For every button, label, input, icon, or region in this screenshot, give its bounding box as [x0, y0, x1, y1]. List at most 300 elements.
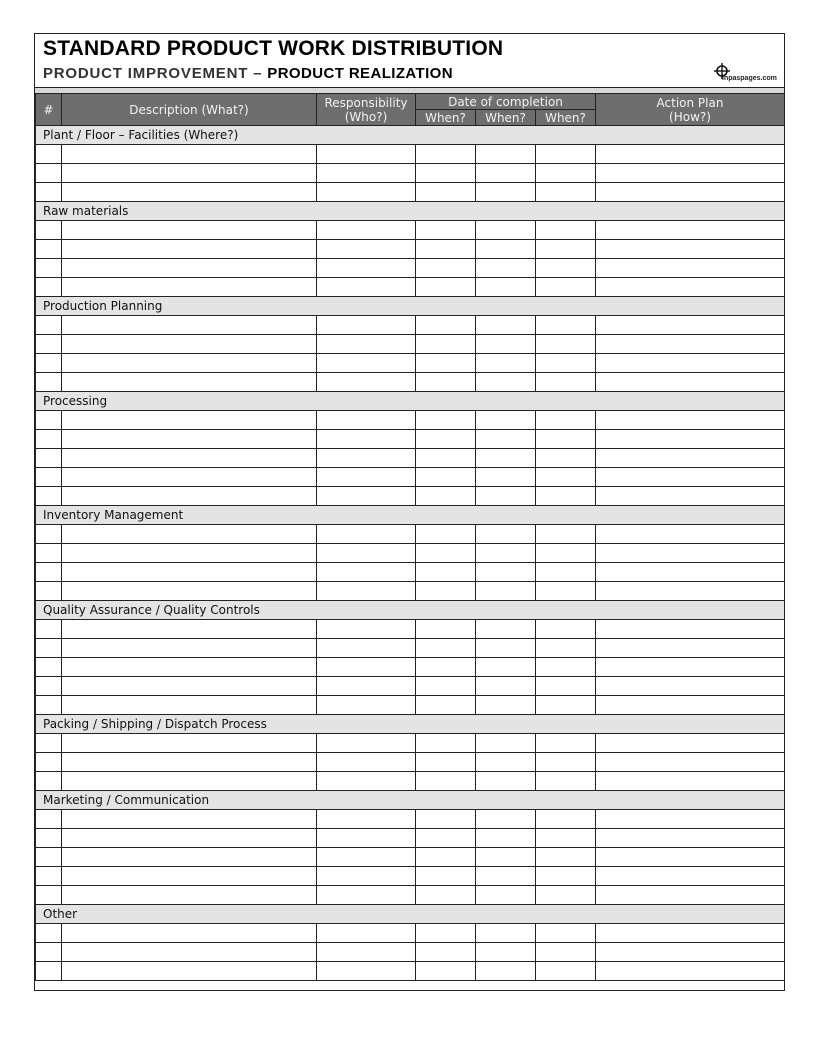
- cell-when-2[interactable]: [476, 487, 536, 506]
- cell-description[interactable]: [62, 183, 317, 202]
- cell-when-3[interactable]: [536, 316, 596, 335]
- table-row: [36, 449, 785, 468]
- cell-responsibility[interactable]: [317, 582, 416, 601]
- cell-when-2[interactable]: [476, 924, 536, 943]
- cell-when-1[interactable]: [416, 620, 476, 639]
- cell-when-3[interactable]: [536, 259, 596, 278]
- cell-number[interactable]: [36, 677, 62, 696]
- work-distribution-table: [35, 93, 785, 981]
- cell-when-2[interactable]: [476, 867, 536, 886]
- cell-when-1[interactable]: [416, 658, 476, 677]
- cell-description[interactable]: [62, 411, 317, 430]
- cell-description[interactable]: [62, 753, 317, 772]
- cell-number[interactable]: [36, 924, 62, 943]
- cell-when-2[interactable]: [476, 164, 536, 183]
- cell-responsibility[interactable]: [317, 354, 416, 373]
- cell-action-plan[interactable]: [596, 411, 785, 430]
- cell-number[interactable]: [36, 354, 62, 373]
- table-row: [36, 962, 785, 981]
- cell-when-1[interactable]: [416, 145, 476, 164]
- cell-responsibility[interactable]: [317, 183, 416, 202]
- cell-number[interactable]: [36, 886, 62, 905]
- cell-responsibility[interactable]: [317, 259, 416, 278]
- cell-responsibility[interactable]: [317, 487, 416, 506]
- cell-when-2[interactable]: [476, 354, 536, 373]
- col-header-number: #: [36, 94, 62, 126]
- cell-responsibility[interactable]: [317, 962, 416, 981]
- table-row: [36, 677, 785, 696]
- page-subtitle: [43, 65, 453, 82]
- cell-when-3[interactable]: [536, 221, 596, 240]
- cell-responsibility[interactable]: [317, 240, 416, 259]
- cell-description[interactable]: [62, 145, 317, 164]
- cell-responsibility[interactable]: [317, 430, 416, 449]
- cell-action-plan[interactable]: [596, 221, 785, 240]
- cell-when-3[interactable]: [536, 525, 596, 544]
- cell-description[interactable]: [62, 943, 317, 962]
- cell-when-1[interactable]: [416, 753, 476, 772]
- logo-text: inpaspages.com: [722, 75, 777, 82]
- cell-number[interactable]: [36, 468, 62, 487]
- cell-description[interactable]: [62, 734, 317, 753]
- cell-when-1[interactable]: [416, 468, 476, 487]
- cell-when-1[interactable]: [416, 335, 476, 354]
- cell-description[interactable]: [62, 696, 317, 715]
- cell-number[interactable]: [36, 487, 62, 506]
- cell-responsibility[interactable]: [317, 335, 416, 354]
- cell-description[interactable]: [62, 563, 317, 582]
- table-row: [36, 373, 785, 392]
- cell-action-plan[interactable]: [596, 525, 785, 544]
- cell-number[interactable]: [36, 240, 62, 259]
- cell-description[interactable]: [62, 354, 317, 373]
- cell-when-2[interactable]: [476, 943, 536, 962]
- cell-when-2[interactable]: [476, 696, 536, 715]
- cell-when-1[interactable]: [416, 639, 476, 658]
- cell-description[interactable]: [62, 278, 317, 297]
- cell-when-1[interactable]: [416, 867, 476, 886]
- cell-when-2[interactable]: [476, 449, 536, 468]
- section-header-row: [36, 297, 785, 316]
- cell-when-1[interactable]: [416, 373, 476, 392]
- cell-action-plan[interactable]: [596, 354, 785, 373]
- table-row: [36, 563, 785, 582]
- cell-when-1[interactable]: [416, 734, 476, 753]
- subtitle-prefix: PRODUCT IMPROVEMENT –: [43, 65, 268, 82]
- cell-action-plan[interactable]: [596, 639, 785, 658]
- cell-when-2[interactable]: [476, 620, 536, 639]
- cell-description[interactable]: [62, 449, 317, 468]
- cell-responsibility[interactable]: [317, 677, 416, 696]
- cell-action-plan[interactable]: [596, 335, 785, 354]
- cell-when-3[interactable]: [536, 772, 596, 791]
- cell-description[interactable]: [62, 259, 317, 278]
- cell-description[interactable]: [62, 487, 317, 506]
- cell-number[interactable]: [36, 335, 62, 354]
- cell-when-3[interactable]: [536, 810, 596, 829]
- cell-action-plan[interactable]: [596, 544, 785, 563]
- cell-when-2[interactable]: [476, 411, 536, 430]
- table-row: [36, 867, 785, 886]
- cell-description[interactable]: [62, 221, 317, 240]
- cell-when-1[interactable]: [416, 886, 476, 905]
- cell-when-1[interactable]: [416, 582, 476, 601]
- cell-description[interactable]: [62, 962, 317, 981]
- cell-when-2[interactable]: [476, 525, 536, 544]
- cell-action-plan[interactable]: [596, 677, 785, 696]
- cell-number[interactable]: [36, 430, 62, 449]
- cell-number[interactable]: [36, 848, 62, 867]
- cell-action-plan[interactable]: [596, 829, 785, 848]
- cell-when-2[interactable]: [476, 430, 536, 449]
- cell-when-1[interactable]: [416, 449, 476, 468]
- cell-when-3[interactable]: [536, 924, 596, 943]
- cell-action-plan[interactable]: [596, 449, 785, 468]
- cell-responsibility[interactable]: [317, 753, 416, 772]
- section-header-row: [36, 126, 785, 145]
- table-row: [36, 335, 785, 354]
- table-row: [36, 411, 785, 430]
- cell-responsibility[interactable]: [317, 848, 416, 867]
- cell-responsibility[interactable]: [317, 924, 416, 943]
- cell-when-1[interactable]: [416, 677, 476, 696]
- cell-when-2[interactable]: [476, 183, 536, 202]
- cell-when-2[interactable]: [476, 468, 536, 487]
- cell-when-3[interactable]: [536, 487, 596, 506]
- cell-description[interactable]: [62, 544, 317, 563]
- cell-when-3[interactable]: [536, 867, 596, 886]
- cell-when-1[interactable]: [416, 848, 476, 867]
- cell-when-3[interactable]: [536, 563, 596, 582]
- cell-description[interactable]: [62, 164, 317, 183]
- cell-when-2[interactable]: [476, 544, 536, 563]
- cell-when-1[interactable]: [416, 563, 476, 582]
- table-row: [36, 259, 785, 278]
- cell-number[interactable]: [36, 658, 62, 677]
- cell-when-1[interactable]: [416, 943, 476, 962]
- table-row: [36, 525, 785, 544]
- cell-when-3[interactable]: [536, 829, 596, 848]
- cell-description[interactable]: [62, 525, 317, 544]
- cell-responsibility[interactable]: [317, 810, 416, 829]
- cell-number[interactable]: [36, 753, 62, 772]
- cell-when-2[interactable]: [476, 259, 536, 278]
- cell-when-3[interactable]: [536, 734, 596, 753]
- subtitle-suffix: PRODUCT REALIZATION: [267, 65, 453, 82]
- cell-when-1[interactable]: [416, 962, 476, 981]
- action-line1: Action Plan: [656, 95, 724, 110]
- cell-action-plan[interactable]: [596, 848, 785, 867]
- cell-description[interactable]: [62, 335, 317, 354]
- section-label: Packing / Shipping / Dispatch Process: [36, 715, 785, 734]
- table-row: [36, 753, 785, 772]
- cell-when-1[interactable]: [416, 354, 476, 373]
- table-row: [36, 772, 785, 791]
- cell-when-2[interactable]: [476, 582, 536, 601]
- cell-responsibility[interactable]: [317, 772, 416, 791]
- cell-responsibility[interactable]: [317, 278, 416, 297]
- section-header-row: [36, 905, 785, 924]
- cell-action-plan[interactable]: [596, 658, 785, 677]
- cell-when-3[interactable]: [536, 639, 596, 658]
- cell-when-3[interactable]: [536, 848, 596, 867]
- cell-responsibility[interactable]: [317, 145, 416, 164]
- cell-responsibility[interactable]: [317, 525, 416, 544]
- cell-when-3[interactable]: [536, 658, 596, 677]
- cell-when-3[interactable]: [536, 240, 596, 259]
- cell-description[interactable]: [62, 240, 317, 259]
- cell-action-plan[interactable]: [596, 696, 785, 715]
- cell-number[interactable]: [36, 164, 62, 183]
- cell-responsibility[interactable]: [317, 563, 416, 582]
- site-logo: [714, 63, 780, 85]
- cell-description[interactable]: [62, 886, 317, 905]
- cell-description[interactable]: [62, 772, 317, 791]
- cell-action-plan[interactable]: [596, 886, 785, 905]
- cell-number[interactable]: [36, 259, 62, 278]
- cell-when-1[interactable]: [416, 829, 476, 848]
- cell-when-3[interactable]: [536, 449, 596, 468]
- cell-number[interactable]: [36, 943, 62, 962]
- cell-description[interactable]: [62, 620, 317, 639]
- cell-description[interactable]: [62, 810, 317, 829]
- cell-description[interactable]: [62, 316, 317, 335]
- cell-action-plan[interactable]: [596, 468, 785, 487]
- cell-action-plan[interactable]: [596, 563, 785, 582]
- cell-description[interactable]: [62, 867, 317, 886]
- cell-action-plan[interactable]: [596, 145, 785, 164]
- cell-number[interactable]: [36, 620, 62, 639]
- cell-number[interactable]: [36, 639, 62, 658]
- cell-action-plan[interactable]: [596, 316, 785, 335]
- cell-when-2[interactable]: [476, 145, 536, 164]
- cell-when-1[interactable]: [416, 924, 476, 943]
- cell-when-3[interactable]: [536, 354, 596, 373]
- cell-responsibility[interactable]: [317, 658, 416, 677]
- cell-number[interactable]: [36, 810, 62, 829]
- cell-action-plan[interactable]: [596, 867, 785, 886]
- cell-when-1[interactable]: [416, 411, 476, 430]
- cell-when-1[interactable]: [416, 221, 476, 240]
- cell-when-3[interactable]: [536, 164, 596, 183]
- cell-action-plan[interactable]: [596, 620, 785, 639]
- table-row: [36, 221, 785, 240]
- cell-number[interactable]: [36, 734, 62, 753]
- cell-when-1[interactable]: [416, 525, 476, 544]
- table-row: [36, 544, 785, 563]
- cell-action-plan[interactable]: [596, 487, 785, 506]
- cell-when-2[interactable]: [476, 658, 536, 677]
- table-row: [36, 145, 785, 164]
- cell-description[interactable]: [62, 582, 317, 601]
- cell-when-2[interactable]: [476, 848, 536, 867]
- cell-when-1[interactable]: [416, 696, 476, 715]
- cell-responsibility[interactable]: [317, 943, 416, 962]
- cell-when-1[interactable]: [416, 278, 476, 297]
- cell-action-plan[interactable]: [596, 772, 785, 791]
- cell-when-3[interactable]: [536, 753, 596, 772]
- table-row: [36, 278, 785, 297]
- cell-when-1[interactable]: [416, 259, 476, 278]
- cell-when-2[interactable]: [476, 886, 536, 905]
- table-row: [36, 734, 785, 753]
- cell-number[interactable]: [36, 183, 62, 202]
- cell-action-plan[interactable]: [596, 430, 785, 449]
- table-row: [36, 354, 785, 373]
- cell-responsibility[interactable]: [317, 620, 416, 639]
- cell-when-1[interactable]: [416, 810, 476, 829]
- section-label: Other: [36, 905, 785, 924]
- cell-action-plan[interactable]: [596, 259, 785, 278]
- cell-number[interactable]: [36, 316, 62, 335]
- section-header-row: [36, 715, 785, 734]
- cell-when-2[interactable]: [476, 829, 536, 848]
- section-label: Raw materials: [36, 202, 785, 221]
- cell-action-plan[interactable]: [596, 164, 785, 183]
- cell-responsibility[interactable]: [317, 316, 416, 335]
- cell-responsibility[interactable]: [317, 164, 416, 183]
- cell-responsibility[interactable]: [317, 468, 416, 487]
- cell-when-2[interactable]: [476, 316, 536, 335]
- cell-when-3[interactable]: [536, 335, 596, 354]
- cell-responsibility[interactable]: [317, 886, 416, 905]
- cell-action-plan[interactable]: [596, 582, 785, 601]
- cell-when-2[interactable]: [476, 734, 536, 753]
- cell-number[interactable]: [36, 867, 62, 886]
- cell-number[interactable]: [36, 373, 62, 392]
- table-row: [36, 810, 785, 829]
- cell-action-plan[interactable]: [596, 183, 785, 202]
- col-header-responsibility: [317, 94, 416, 126]
- cell-when-1[interactable]: [416, 772, 476, 791]
- cell-action-plan[interactable]: [596, 924, 785, 943]
- cell-when-3[interactable]: [536, 183, 596, 202]
- cell-description[interactable]: [62, 430, 317, 449]
- cell-when-3[interactable]: [536, 886, 596, 905]
- cell-when-3[interactable]: [536, 145, 596, 164]
- cell-description[interactable]: [62, 848, 317, 867]
- cell-action-plan[interactable]: [596, 810, 785, 829]
- cell-responsibility[interactable]: [317, 734, 416, 753]
- cell-number[interactable]: [36, 278, 62, 297]
- cell-number[interactable]: [36, 221, 62, 240]
- action-line2: (How?): [669, 109, 711, 124]
- cell-number[interactable]: [36, 696, 62, 715]
- cell-when-2[interactable]: [476, 772, 536, 791]
- cell-responsibility[interactable]: [317, 544, 416, 563]
- cell-when-2[interactable]: [476, 677, 536, 696]
- cell-when-1[interactable]: [416, 316, 476, 335]
- cell-when-3[interactable]: [536, 696, 596, 715]
- cell-responsibility[interactable]: [317, 411, 416, 430]
- cell-number[interactable]: [36, 829, 62, 848]
- cell-action-plan[interactable]: [596, 753, 785, 772]
- cell-description[interactable]: [62, 924, 317, 943]
- cell-action-plan[interactable]: [596, 240, 785, 259]
- cell-responsibility[interactable]: [317, 696, 416, 715]
- cell-when-2[interactable]: [476, 221, 536, 240]
- cell-when-2[interactable]: [476, 563, 536, 582]
- cell-responsibility[interactable]: [317, 373, 416, 392]
- cell-when-2[interactable]: [476, 962, 536, 981]
- cell-number[interactable]: [36, 411, 62, 430]
- cell-when-1[interactable]: [416, 544, 476, 563]
- cell-action-plan[interactable]: [596, 943, 785, 962]
- cell-when-2[interactable]: [476, 278, 536, 297]
- table-row: [36, 829, 785, 848]
- cell-when-3[interactable]: [536, 373, 596, 392]
- cell-when-2[interactable]: [476, 753, 536, 772]
- cell-description[interactable]: [62, 829, 317, 848]
- cell-when-3[interactable]: [536, 544, 596, 563]
- cell-when-2[interactable]: [476, 335, 536, 354]
- cell-when-1[interactable]: [416, 430, 476, 449]
- cell-when-2[interactable]: [476, 810, 536, 829]
- cell-when-2[interactable]: [476, 373, 536, 392]
- cell-responsibility[interactable]: [317, 829, 416, 848]
- cell-when-2[interactable]: [476, 240, 536, 259]
- section-header-row: [36, 506, 785, 525]
- cell-when-3[interactable]: [536, 278, 596, 297]
- table-row: [36, 620, 785, 639]
- cell-when-3[interactable]: [536, 468, 596, 487]
- cell-number[interactable]: [36, 582, 62, 601]
- cell-number[interactable]: [36, 563, 62, 582]
- cell-number[interactable]: [36, 772, 62, 791]
- cell-when-1[interactable]: [416, 164, 476, 183]
- cell-number[interactable]: [36, 525, 62, 544]
- cell-action-plan[interactable]: [596, 278, 785, 297]
- cell-when-3[interactable]: [536, 582, 596, 601]
- cell-when-3[interactable]: [536, 962, 596, 981]
- cell-responsibility[interactable]: [317, 867, 416, 886]
- cell-number[interactable]: [36, 544, 62, 563]
- cell-when-1[interactable]: [416, 240, 476, 259]
- cell-when-3[interactable]: [536, 411, 596, 430]
- cell-number[interactable]: [36, 962, 62, 981]
- cell-when-1[interactable]: [416, 183, 476, 202]
- cell-responsibility[interactable]: [317, 639, 416, 658]
- cell-description[interactable]: [62, 373, 317, 392]
- col-header-when-3: When?: [536, 110, 596, 126]
- cell-description[interactable]: [62, 468, 317, 487]
- section-label: Processing: [36, 392, 785, 411]
- cell-description[interactable]: [62, 658, 317, 677]
- table-row: [36, 658, 785, 677]
- cell-action-plan[interactable]: [596, 373, 785, 392]
- cell-number[interactable]: [36, 145, 62, 164]
- table-row: [36, 582, 785, 601]
- cell-number[interactable]: [36, 449, 62, 468]
- section-header-row: [36, 202, 785, 221]
- page-title: STANDARD PRODUCT WORK DISTRIBUTION: [43, 37, 504, 60]
- cell-when-3[interactable]: [536, 620, 596, 639]
- cell-when-1[interactable]: [416, 487, 476, 506]
- cell-responsibility[interactable]: [317, 221, 416, 240]
- cell-action-plan[interactable]: [596, 734, 785, 753]
- cell-when-3[interactable]: [536, 430, 596, 449]
- cell-when-3[interactable]: [536, 677, 596, 696]
- section-label: Marketing / Communication: [36, 791, 785, 810]
- cell-when-2[interactable]: [476, 639, 536, 658]
- cell-responsibility[interactable]: [317, 449, 416, 468]
- responsibility-line1: Responsibility: [324, 95, 408, 110]
- cell-description[interactable]: [62, 639, 317, 658]
- table-row: [36, 240, 785, 259]
- cell-when-3[interactable]: [536, 943, 596, 962]
- cell-description[interactable]: [62, 677, 317, 696]
- cell-action-plan[interactable]: [596, 962, 785, 981]
